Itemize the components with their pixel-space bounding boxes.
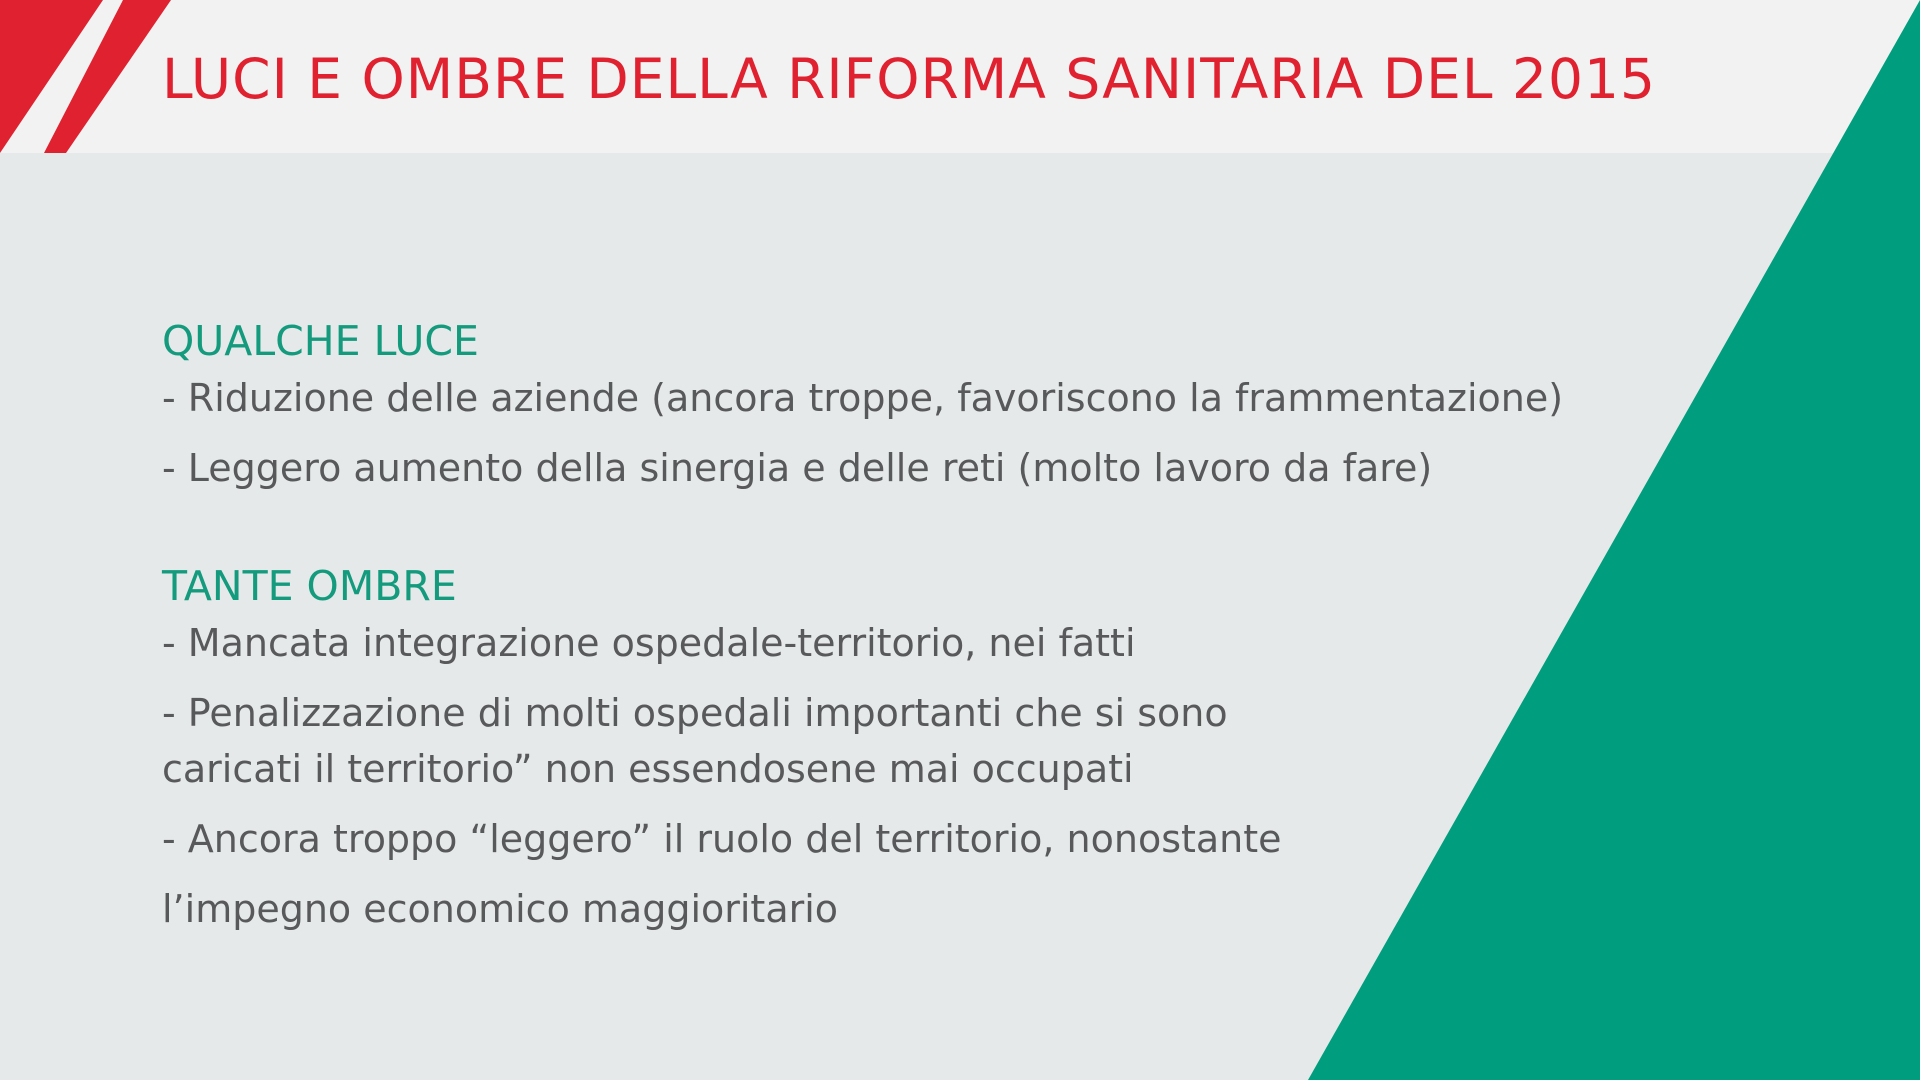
list-item: - Penalizzazione di molti ospedali importanti che si sono: [162, 691, 1228, 735]
slide-title: LUCI E OMBRE DELLA RIFORMA SANITARIA DEL 2015: [162, 47, 1656, 111]
list-item: - Riduzione delle aziende (ancora troppe, favoriscono la frammentazione): [162, 376, 1564, 420]
list-item: caricati il territorio” non essendosene mai occupati: [162, 747, 1134, 791]
list-item: l’impegno economico maggioritario: [162, 887, 839, 931]
list-item: - Leggero aumento della sinergia e delle reti (molto lavoro da fare): [162, 446, 1433, 490]
green-diagonal-panel: [1308, 0, 1920, 1080]
list-item: - Ancora troppo “leggero” il ruolo del territorio, nonostante: [162, 817, 1282, 861]
section-heading-ombre: TANTE OMBRE: [162, 562, 457, 610]
section-heading-luci: QUALCHE LUCE: [162, 317, 479, 365]
list-item: - Mancata integrazione ospedale-territorio, nei fatti: [162, 621, 1136, 665]
